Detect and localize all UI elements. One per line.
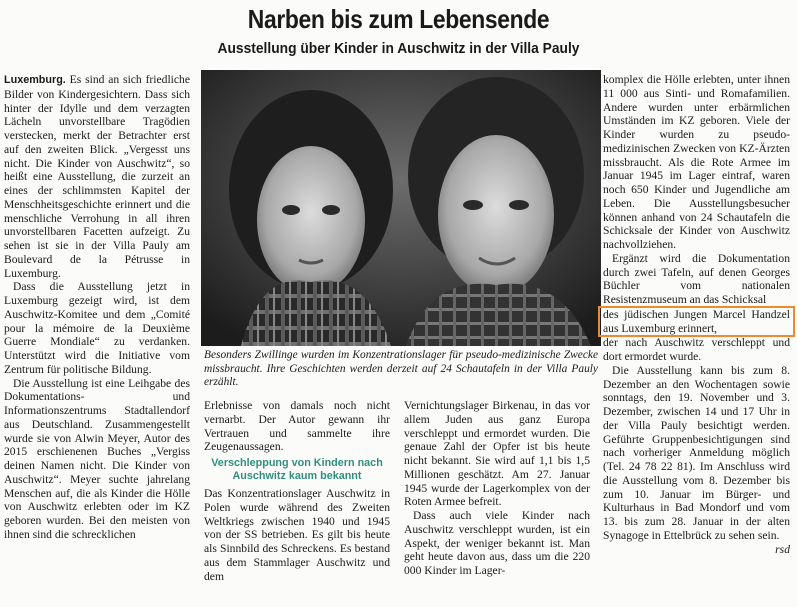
paragraph-text: der nach Auschwitz verschleppt und dort ermordet wurde. xyxy=(603,336,790,363)
dateline: Luxemburg. xyxy=(4,74,66,86)
photo-caption: Besonders Zwillinge wurden im Konzentrationslager für pseudo-medizinische Zwecke missbraucht. Ihre Geschichten werden derzeit auf 24 Schautafeln in der Villa Pauly erzählt. xyxy=(204,349,598,388)
highlighted-text: des jüdischen Jungen Marcel Handzel aus Luxemburg erinnert, xyxy=(600,308,793,336)
paragraph xyxy=(4,73,190,280)
paragraph: Vernichtungslager Birkenau, in das vor allem Juden aus ganz Europa verschleppt und ermordet wurden. Die genaue Zahl der Opfer ist bis heute nicht bekannt. Sie wird auf 1,1 bis 1,5 Millionen geschätzt. Am 27. Januar 1945 wurde der Lagerkomplex von der Roten Armee befreit. xyxy=(404,399,590,509)
paragraph: Dass auch viele Kinder nach Auschwitz verschleppt wurden, ist ein Aspekt, der weniger bekannt ist. Man geht heute davon aus, dass um die 220 000 Kinder im Lager- xyxy=(404,509,590,577)
author-signature: rsd xyxy=(775,542,790,556)
paragraph: komplex die Hölle erlebten, unter ihnen 11 000 aus Sinti- und Romafamilien. Andere wurden unter erbärmlichen Umständen im KZ geboren. Viele der Kinder wurden zu pseudo-medizinischen Zwecken von KZ-Ärzten missbraucht. Als die Rote Armee im Januar 1945 im Lager eintraf, waren noch 650 Kinder und Jugendliche am Leben. Die Ausstellungsbesucher können anhand von 24 Schautafeln die Schicksale der Kinder von Auschwitz nachvollziehen. xyxy=(603,73,790,251)
paragraph: Die Ausstellung ist eine Leihgabe des Dokumentations- und Informationszentrums Stadtallendorf aus Deutschland. Zusammengestellt wurde sie von Alwin Meyer, Autor des 2015 erschienenen Buches „Vergiss deinen Namen nicht. Die Kinder von Auschwitz“. Meyer suchte jahrelang Menschen auf, die als Kinder die Hölle von Auschwitz erlebten oder im KZ geboren wurden. Bei den meisten von ihnen sind die schrecklichen xyxy=(4,376,190,541)
article-column-1 xyxy=(4,73,190,542)
section-subhead: Verschleppung von Kindern nach Auschwitz kaum bekannt xyxy=(211,457,383,482)
paragraph: Das Konzentrationslager Auschwitz in Polen wurde während des Zweiten Weltkriegs zwischen 1940 und 1945 von der SS betrieben. Es gilt bis heute als Sinnbild des Schreckens. Es bestand aus dem Stammlager Auschwitz und dem xyxy=(204,487,390,583)
paragraph: Erlebnisse von damals noch nicht vernarbt. Der Autor gewann ihr Vertrauen und sammelte ihre Zeugenaussagen. xyxy=(204,399,390,454)
paragraph-text: Ergänzt wird die Dokumentation durch zwei Tafeln, auf denen Georges Büchler vom nationalen Resistenzmuseum an das Schicksal xyxy=(603,251,790,306)
paragraph-text: Es sind an sich friedliche Bilder von Kindergesichtern. Dass sich hinter der Idylle und dem verzagten Lächeln unvorstellbare Tragödien verstecken, merkt der Betrachter erst auf den zweiten Blick. „Vergesst uns nicht. Die Kinder von Auschwitz“, so heißt eine Ausstellung, die zurzeit an eines der schlimmsten Kapitel der Menschheitsgeschichte erinnert und die menschliche Verrohung in all ihren unvorstellbaren Facetten aufzeigt. Zu sehen ist sie in der Villa Pauly am Boulevard de la Pétrusse in Luxemburg. xyxy=(4,73,190,280)
paragraph: Die Ausstellung kann bis zum 8. Dezember an den Wochentagen sowie sonntags, den 19. November und 3. Dezember, zwischen 14 und 17 Uhr in der Villa Pauly besichtigt werden. Geführte Gruppenbesichtigungen sind nach vorheriger Anmeldung möglich (Tel. 24 78 22 81). Im Anschluss wird die Ausstellung vom 8. Dezember bis zum 10. Januar im Bürger- und Kulturhaus in Bad Mondorf und vom 13. bis zum 28. Januar in der alten Synagoge in Ettelbrück zu sehen sein. xyxy=(603,363,790,542)
headline: Narben bis zum Lebensende xyxy=(247,4,550,34)
article-column-2 xyxy=(204,399,390,583)
subheadline: Ausstellung über Kinder in Auschwitz in der Villa Pauly xyxy=(217,40,580,57)
article-column-3 xyxy=(404,399,590,578)
paragraph: Dass die Ausstellung jetzt in Luxemburg gezeigt wird, ist dem Auschwitz-Komitee und dem „Comité pour la mémoire de la Deuxième Guerre Mondiale“ zu verdanken. Unterstützt wird die Initiative vom Zentrum für politische Bildung. xyxy=(4,280,190,376)
article-column-4 xyxy=(603,73,790,556)
paragraph xyxy=(603,252,790,364)
twins-photo xyxy=(201,70,601,346)
